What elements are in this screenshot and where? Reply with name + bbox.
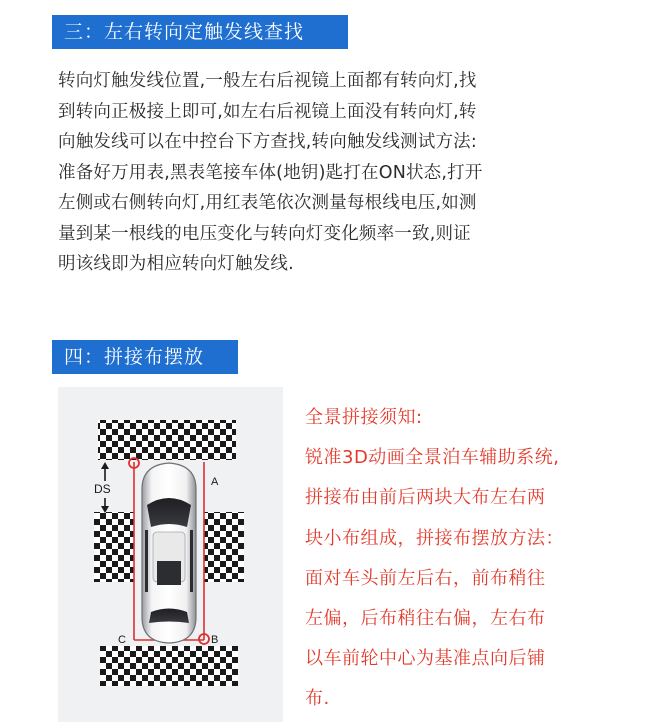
paragraph-line: 到转向正极接上即可,如左右后视镜上面没有转向灯,转 bbox=[58, 101, 477, 122]
label-ds: DS bbox=[94, 482, 111, 496]
label-c: C bbox=[118, 634, 126, 646]
label-b: B bbox=[211, 634, 219, 646]
left-cloth bbox=[94, 512, 134, 582]
paragraph-line: 量到某一根线的电压变化与转向灯变化频率一致,则证 bbox=[58, 223, 471, 244]
stitching-notes bbox=[305, 398, 635, 720]
right-cloth bbox=[204, 512, 244, 582]
section-three-heading: 三：左右转向定触发线查找 bbox=[52, 15, 348, 49]
rear-cloth bbox=[100, 646, 238, 686]
calibration-cloth-diagram bbox=[58, 387, 283, 722]
notes-line: 左偏，后布稍往右偏，左右布 bbox=[305, 608, 546, 630]
notes-line: 面对车头前左后右，前布稍往 bbox=[305, 567, 546, 589]
paragraph-line: 向触发线可以在中控台下方查找,转向触发线测试方法: bbox=[58, 132, 477, 152]
front-cloth bbox=[98, 420, 236, 460]
paragraph-line: 转向灯触发线位置,一般左右后视镜上面都有转向灯,找 bbox=[58, 71, 477, 91]
car-top-view bbox=[142, 463, 196, 643]
label-a: A bbox=[211, 476, 219, 488]
notes-line: 拼接布由前后两块大布左右两 bbox=[305, 487, 546, 509]
paragraph-line: 左侧或右侧转向灯,用红表笔依次测量每根线电压,如测 bbox=[58, 193, 477, 213]
notes-line: 块小布组成，拼接布摆放方法： bbox=[305, 527, 564, 549]
paragraph-line: 准备好万用表,黑表笔接车体(地钥)匙打在ON状态,打开 bbox=[58, 162, 483, 183]
notes-line: 全景拼接须知: bbox=[305, 407, 423, 428]
paragraph-line: 明该线即为相应转向灯触发线. bbox=[58, 254, 294, 274]
notes-line: 布. bbox=[305, 688, 330, 710]
section-four-heading: 四：拼接布摆放 bbox=[52, 340, 238, 374]
notes-line: 锐准3D动画全景泊车辅助系统, bbox=[305, 447, 560, 469]
notes-line: 以车前轮中心为基准点向后铺 bbox=[305, 648, 546, 670]
diagram-svg bbox=[58, 387, 283, 722]
turn-signal-instructions bbox=[58, 66, 618, 280]
